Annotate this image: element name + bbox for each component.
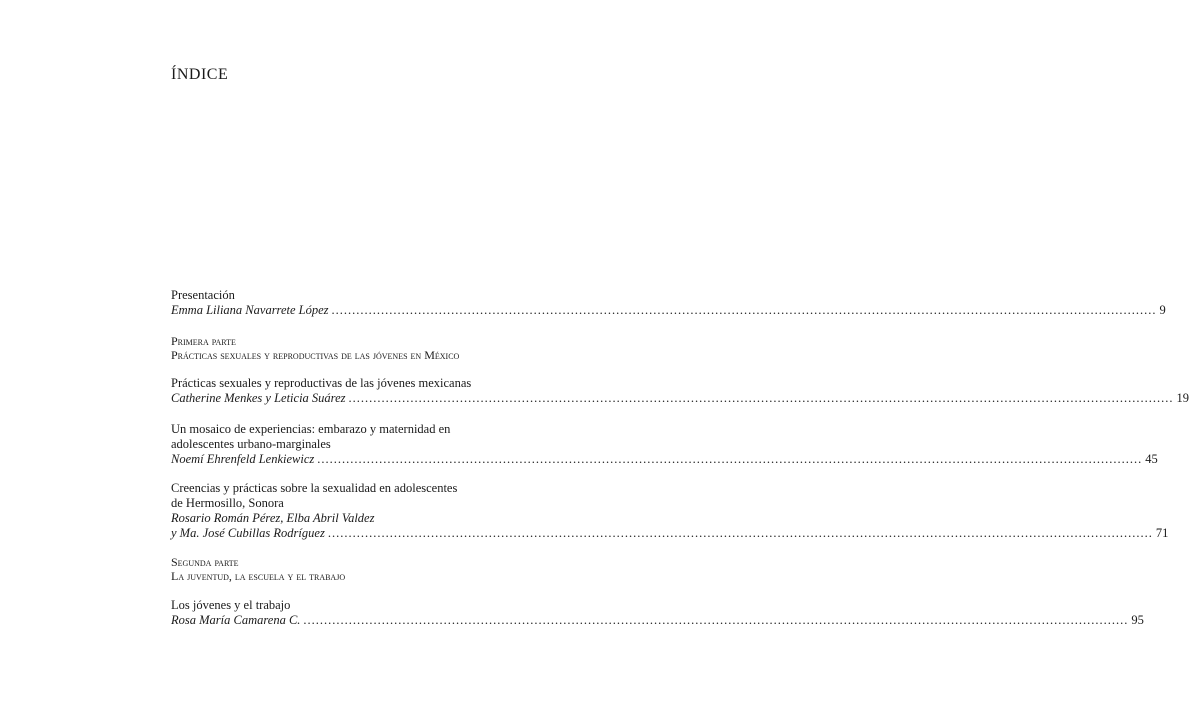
part-label: Primera parte [171, 334, 236, 348]
toc-entry-trabajo[interactable] [171, 598, 1144, 628]
entry-page-number: 71 [1155, 526, 1169, 540]
entry-author-line [171, 303, 1166, 318]
entry-title: Un mosaico de experiencias: embarazo y maternidad en [171, 422, 451, 436]
entry-page-number: 19 [1176, 391, 1189, 405]
entry-page-number: 45 [1145, 452, 1158, 466]
entry-title: Presentación [171, 288, 235, 302]
part-heading-primera[interactable] [171, 334, 523, 362]
toc-entry-practicas[interactable] [171, 376, 1189, 406]
entry-author: Rosario Román Pérez, Elba Abril Valdez [171, 511, 375, 525]
leader-dots: ........................................................................................................................................................................................................ [317, 452, 1143, 466]
part-title: Prácticas sexuales y reproductivas de las jóvenes en México [171, 348, 460, 362]
toc-entry-creencias[interactable] [171, 481, 1169, 541]
page-title: ÍNDICE [171, 66, 229, 83]
entry-author: Emma Liliana Navarrete López [171, 303, 329, 317]
entry-title: de Hermosillo, Sonora [171, 496, 284, 510]
entry-page-number: 95 [1131, 613, 1144, 627]
entry-author: Rosa María Camarena C. [171, 613, 301, 627]
toc-entry-mosaico[interactable] [171, 422, 1158, 467]
entry-page-number: 9 [1159, 303, 1166, 317]
leader-dots: ........................................................................................................................................................................................................ [327, 526, 1153, 540]
entry-title: Los jóvenes y el trabajo [171, 598, 291, 612]
entry-title: Creencias y prácticas sobre la sexualidad en adolescentes [171, 481, 458, 495]
entry-author: Catherine Menkes y Leticia Suárez [171, 391, 346, 405]
part-title: La juventud, la escuela y el trabajo [171, 569, 346, 583]
leader-dots: ........................................................................................................................................................................................................ [348, 391, 1174, 405]
entry-author-line [171, 613, 1144, 628]
leader-dots: ........................................................................................................................................................................................................ [331, 303, 1157, 317]
entry-author-line [171, 391, 1189, 406]
entry-author-line [171, 452, 1158, 467]
entry-author-line [171, 526, 1169, 541]
toc-entry-presentacion[interactable] [171, 288, 1166, 318]
entry-title: adolescentes urbano-marginales [171, 437, 331, 451]
part-heading-segunda[interactable] [171, 555, 523, 583]
part-label: Segunda parte [171, 555, 239, 569]
leader-dots: ........................................................................................................................................................................................................ [303, 613, 1129, 627]
entry-author: y Ma. José Cubillas Rodríguez [171, 526, 325, 540]
entry-title: Prácticas sexuales y reproductivas de las jóvenes mexicanas [171, 376, 472, 390]
entry-author: Noemí Ehrenfeld Lenkiewicz [171, 452, 315, 466]
